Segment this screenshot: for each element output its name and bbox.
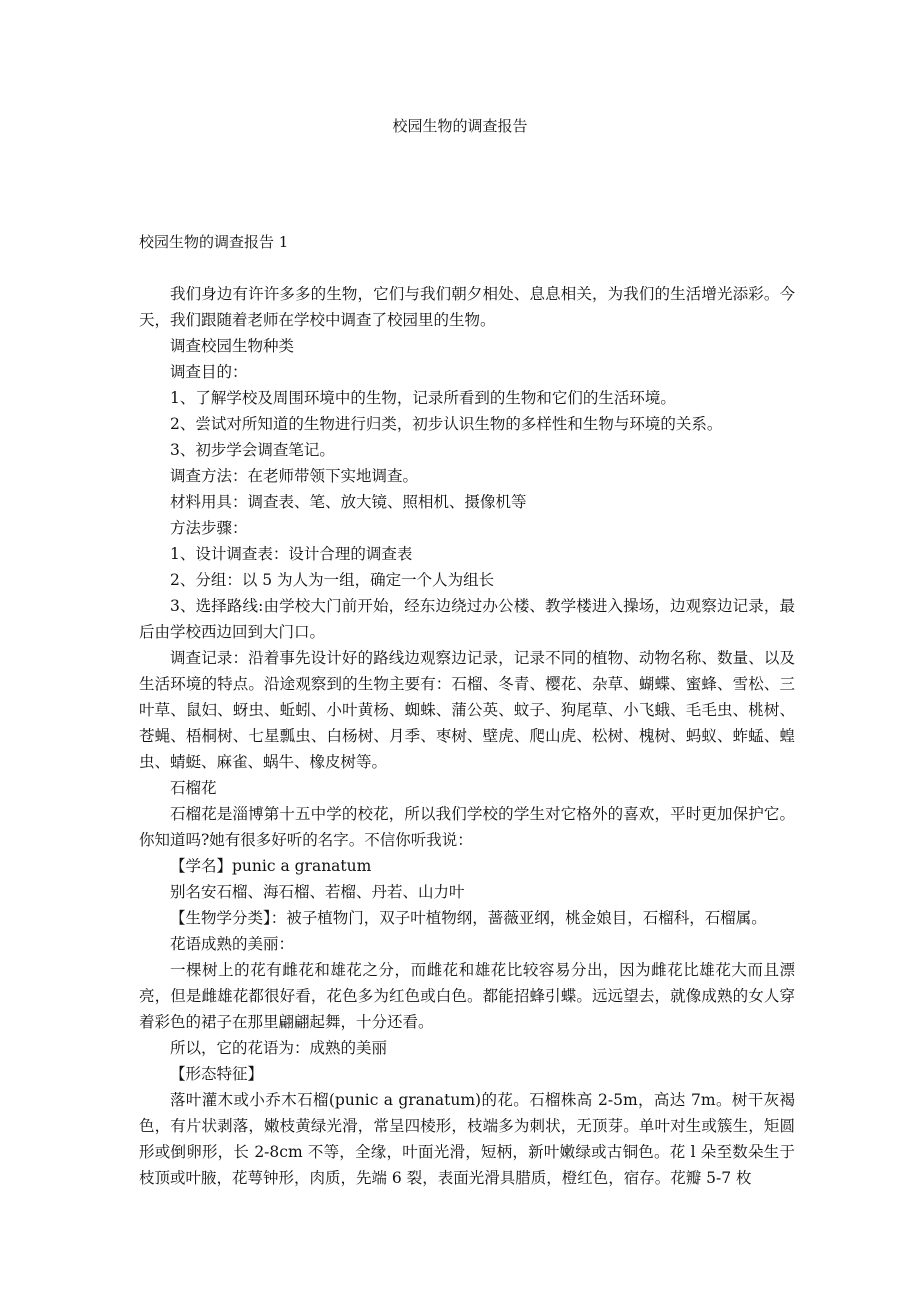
paragraph-morphology-label: 【形态特征】: [170, 1065, 264, 1083]
document-body: [139, 281, 795, 1191]
paragraph-pomegranate-heading: 石榴花: [170, 779, 217, 797]
paragraph-flower-language-label: 花语成熟的美丽：: [170, 935, 295, 953]
paragraph-method: 调查方法：在老师带领下实地调查。: [170, 467, 419, 485]
paragraph-classification: 【生物学分类】：被子植物门，双子叶植物纲，蔷薇亚纲，桃金娘目，石榴科，石榴属。: [170, 909, 767, 927]
paragraph-record: 调查记录：沿着事先设计好的路线边观察边记录，记录不同的植物、动物名称、数量、以及生活环境的特点。沿途观察到的生物主要有：石榴、冬青、樱花、杂草、蝴蝶、蜜蜂、雪松、三叶草、鼠妇、蚜虫、蚯蚓、小叶黄杨、蜘蛛、蒲公英、蚊子、狗尾草、小飞蛾、毛毛虫、桃树、苍蝇、梧桐树、七星瓢虫、白杨树、月季、枣树、壁虎、爬山虎、松树、槐树、蚂蚁、蚱蜢、蝗虫、蜻蜓、麻雀、蜗牛、橡皮树等。: [139, 649, 795, 771]
paragraph-purpose-1: 1、了解学校及周围环境中的生物，记录所看到的生物和它们的生活环境。: [170, 389, 676, 407]
paragraph-survey-topic: 调查校园生物种类: [170, 337, 295, 355]
paragraph-pomegranate-intro: 石榴花是淄博第十五中学的校花，所以我们学校的学生对它格外的喜欢，平时更加保护它。你知道吗?她有很多好听的名字。不信你听我说：: [139, 805, 795, 849]
paragraph-purpose-3: 3、初步学会调查笔记。: [170, 441, 335, 459]
paragraph-intro: 我们身边有许许多多的生物，它们与我们朝夕相处、息息相关，为我们的生活增光添彩。今天，我们跟随着老师在学校中调查了校园里的生物。: [139, 285, 795, 329]
paragraph-aliases: 别名安石榴、海石榴、若榴、丹若、山力叶: [170, 883, 465, 901]
paragraph-materials: 材料用具：调查表、笔、放大镜、照相机、摄像机等: [170, 493, 527, 511]
paragraph-step-2: 2、分组：以 5 为人为一组，确定一个人为组长: [170, 571, 495, 589]
document-title: 校园生物的调查报告: [392, 117, 528, 135]
paragraph-flower-language: 所以，它的花语为：成熟的美丽: [170, 1039, 388, 1057]
paragraph-step-1: 1、设计调查表：设计合理的调查表: [170, 545, 413, 563]
paragraph-scientific-name: 【学名】punic a granatum: [170, 857, 372, 875]
paragraph-flower-description: 一棵树上的花有雌花和雄花之分，而雌花和雄花比较容易分出，因为雌花比雄花大而且漂亮，但是雌雄花都很好看，花色多为红色或白色。都能招蜂引蝶。远远望去，就像成熟的女人穿着彩色的裙子在那里翩翩起舞，十分还看。: [139, 961, 795, 1031]
section-heading: 校园生物的调查报告 1: [139, 233, 289, 251]
paragraph-purpose-2: 2、尝试对所知道的生物进行归类，初步认识生物的多样性和生物与环境的关系。: [170, 415, 723, 433]
paragraph-steps-label: 方法步骤：: [170, 519, 248, 537]
paragraph-morphology: 落叶灌木或小乔木石榴(punic a granatum)的花。石榴株高 2-5m，高达 7m。树干灰褐色，有片状剥落，嫩枝黄绿光滑，常呈四棱形，枝端多为刺状，无顶芽。单叶对生或簇生，矩圆形或倒卵形，长 2-8cm 不等，全缘，叶面光滑，短柄，新叶嫩绿或古铜色。花 l 朵至数朵生于枝顶或叶腋，花萼钟形，肉质，先端 6 裂，表面光滑具腊质，橙红色，宿存。花瓣 5-7 枚: [139, 1091, 795, 1187]
paragraph-step-3: 3、选择路线:由学校大门前开始，经东边绕过办公楼、教学楼进入操场，边观察边记录，最后由学校西边回到大门口。: [139, 597, 795, 641]
paragraph-purpose-label: 调查目的：: [170, 363, 248, 381]
